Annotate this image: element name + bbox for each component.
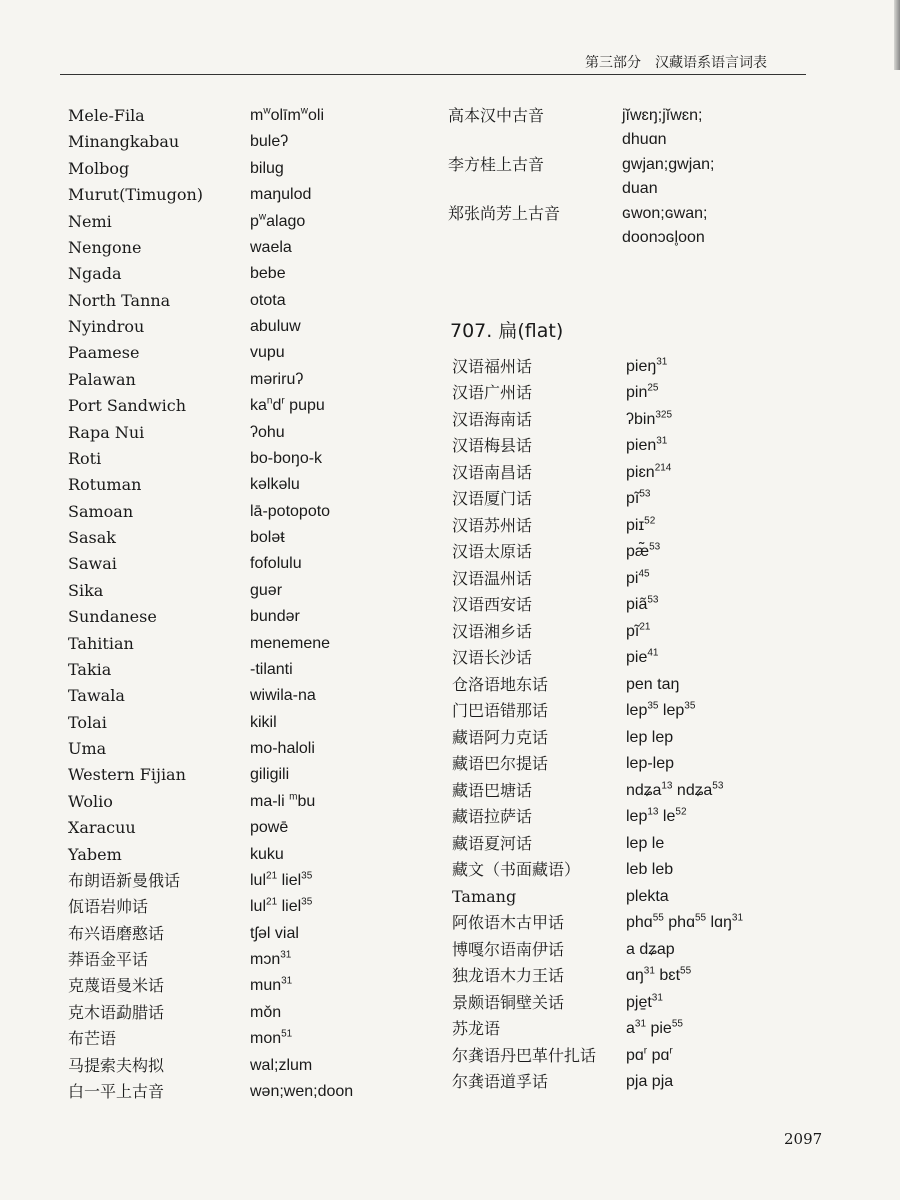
entry-row [68, 421, 398, 445]
word-form: $m^wolīm^woli$ [250, 105, 325, 124]
language-name: 汉语厦门话 [452, 489, 533, 508]
entry-row [68, 895, 398, 919]
entry-row [68, 289, 398, 313]
entry-row [452, 726, 782, 750]
word-form: leb leb [626, 861, 674, 878]
word-form: ma-li $^m$bu [250, 791, 316, 810]
entry-row [452, 408, 782, 432]
word-form: bundər [250, 608, 300, 625]
word-form: piã$^{53}$ [626, 594, 659, 613]
language-name: 景颇语铜壁关话 [452, 993, 565, 1012]
word-form: wən;wen;doon [250, 1083, 354, 1100]
language-name: 汉语湘乡话 [452, 622, 533, 641]
entry-row [68, 236, 398, 260]
entry-row [68, 262, 398, 286]
language-name: 尔龚语丹巴革什扎话 [452, 1046, 597, 1065]
language-name: Tahitian [68, 634, 134, 653]
entry-row [68, 711, 398, 735]
word-form: phɑ$^{55}$ phɑ$^{55}$ lɑŋ$^{31}$ [626, 912, 744, 931]
word-form: plekta [626, 888, 669, 905]
entry-row [448, 202, 778, 226]
word-form: lul$^{21}$ liel$^{35}$ [250, 896, 313, 915]
language-name: 马提索夫构拟 [68, 1056, 165, 1075]
language-name: Samoan [68, 502, 134, 521]
language-name: 布朗语新曼俄话 [68, 871, 181, 890]
entry-row [68, 183, 398, 207]
word-form: maŋulod [250, 186, 312, 203]
language-name: Sundanese [68, 607, 157, 626]
word-form: piɛn$^{214}$ [626, 462, 672, 481]
word-form: $ka^nd^r$ pupu [250, 395, 325, 414]
language-name: 仓洛语地东话 [452, 675, 549, 694]
entry-row [452, 567, 782, 591]
language-name: Ngada [68, 264, 122, 283]
entry-row [448, 153, 778, 177]
entry-row [68, 974, 398, 998]
entry-row [452, 673, 782, 697]
entry-row [68, 579, 398, 603]
word-form: pien$^{31}$ [626, 435, 668, 454]
word-form: mǒn [250, 1004, 282, 1021]
entry-row [448, 104, 778, 128]
entry-row [452, 593, 782, 617]
word-form: guər [250, 582, 283, 599]
entry-row [452, 832, 782, 856]
entry-row [68, 447, 398, 471]
entry-row [452, 938, 782, 962]
word-form: ʔohu [250, 424, 285, 441]
word-form: a dʑap [626, 941, 675, 958]
language-name: 高本汉中古音 [448, 106, 545, 125]
word-form: giligili [250, 766, 290, 783]
entry-row [68, 790, 398, 814]
word-form: doonɔɢl̥oon [622, 229, 705, 246]
entry-row [68, 157, 398, 181]
language-name: 苏龙语 [452, 1019, 501, 1038]
language-name: Rotuman [68, 475, 142, 494]
language-name: 藏语巴尔提话 [452, 754, 549, 773]
word-form: $pĩ^{53}$ [626, 488, 651, 507]
language-name: 汉语太原话 [452, 542, 533, 561]
word-form: ɢwon;ɢwan; [622, 205, 708, 222]
word-form: dhuɑn [622, 131, 667, 148]
word-form: kikil [250, 714, 277, 731]
language-name: Molbog [68, 159, 130, 178]
language-name: 汉语广州话 [452, 383, 533, 402]
language-name: Roti [68, 449, 102, 468]
entry-row [68, 1001, 398, 1025]
language-name: 门巴语错那话 [452, 701, 549, 720]
entry-row [68, 130, 398, 154]
language-name: 藏语拉萨话 [452, 807, 533, 826]
language-name: North Tanna [68, 291, 171, 310]
language-name: Nemi [68, 212, 112, 231]
page-number: 2097 [784, 1130, 823, 1148]
word-form: pieŋ$^{31}$ [626, 356, 668, 375]
running-header: 第三部分 汉藏语系语言词表 [585, 55, 767, 71]
entry-row [68, 552, 398, 576]
word-form: $a^{31}$ pie$^{55}$ [626, 1018, 683, 1037]
word-form: ʔbin$^{325}$ [626, 409, 673, 428]
entry-row [452, 1044, 782, 1068]
language-name: Yabem [68, 845, 122, 864]
entry-row [68, 104, 398, 128]
word-form: bilug [250, 160, 284, 177]
language-name: Sasak [68, 528, 116, 547]
entry-row [452, 540, 782, 564]
entry-row [68, 948, 398, 972]
entry-row [452, 858, 782, 882]
entry-row [68, 394, 398, 418]
language-name: 克木语勐腊话 [68, 1003, 165, 1022]
language-name: Nengone [68, 238, 142, 257]
word-form: mon$^{51}$ [250, 1028, 293, 1047]
word-form: $p^walago$ [250, 211, 306, 230]
word-form: lep$^{35}$ lep$^{35}$ [626, 700, 696, 719]
section-title: 707. 扁(flat) [450, 320, 564, 342]
entry-row-continuation [448, 226, 778, 250]
entry-row [452, 487, 782, 511]
entry-row [68, 843, 398, 867]
language-name: 汉语梅县话 [452, 436, 533, 455]
language-name: Rapa Nui [68, 423, 145, 442]
entry-row [68, 1080, 398, 1104]
word-form: piɪ$^{52}$ [626, 515, 656, 534]
language-name: Paamese [68, 343, 140, 362]
entry-row-continuation [448, 177, 778, 201]
language-name: 布兴语磨憨话 [68, 924, 165, 943]
word-form: buleʔ [250, 133, 289, 150]
language-name: 汉语温州话 [452, 569, 533, 588]
language-name: Sika [68, 581, 104, 600]
entry-row [68, 816, 398, 840]
language-name: 佤语岩帅话 [68, 897, 149, 916]
word-form: $pje̠t^{31}$ [626, 992, 663, 1011]
language-name: 布芒语 [68, 1029, 117, 1048]
entry-row [452, 514, 782, 538]
entry-row [452, 381, 782, 405]
word-form: lep$^{13}$ $le^{52}$ [626, 806, 687, 825]
language-name: 李方桂上古音 [448, 155, 545, 174]
entry-row [452, 1017, 782, 1041]
language-name: Uma [68, 739, 107, 758]
word-form: pja pja [626, 1073, 674, 1090]
word-form: waela [250, 239, 292, 256]
language-name: Western Fijian [68, 765, 186, 784]
word-form: lep lep [626, 729, 674, 746]
entry-row [452, 355, 782, 379]
entry-row [68, 684, 398, 708]
word-form: duan [622, 180, 658, 197]
language-name: Wolio [68, 792, 113, 811]
language-name: 汉语西安话 [452, 595, 533, 614]
word-form: $pĩ^{21}$ [626, 621, 651, 640]
word-form: pie$^{41}$ [626, 647, 659, 666]
word-form: kuku [250, 846, 284, 863]
language-name: Takia [68, 660, 112, 679]
language-name: 博嘎尔语南伊话 [452, 940, 565, 959]
word-form: wal;zlum [250, 1057, 313, 1074]
entry-row [68, 526, 398, 550]
entry-row [68, 368, 398, 392]
word-form: pin$^{25}$ [626, 382, 659, 401]
entry-row [452, 434, 782, 458]
word-form: lul$^{21}$ liel$^{35}$ [250, 870, 313, 889]
entry-row [452, 752, 782, 776]
word-form: -tilanti [250, 661, 293, 678]
language-name: 藏语阿力克话 [452, 728, 549, 747]
entry-row [68, 869, 398, 893]
language-name: Port Sandwich [68, 396, 187, 415]
language-name: 郑张尚芳上古音 [448, 204, 561, 223]
language-name: 藏语巴塘话 [452, 781, 533, 800]
entry-row [452, 911, 782, 935]
language-name: 尔龚语道孚话 [452, 1072, 549, 1091]
entry-row [68, 341, 398, 365]
entry-row [452, 461, 782, 485]
language-name: 藏文（书面藏语） [452, 860, 581, 879]
word-form: mo-haloli [250, 740, 315, 757]
language-name: 克蔑语曼米话 [68, 976, 165, 995]
entry-row [68, 210, 398, 234]
word-form: vupu [250, 344, 285, 361]
entry-row [452, 779, 782, 803]
entry-row [452, 805, 782, 829]
word-form: lā-potopoto [250, 503, 331, 520]
language-name: 莽语金平话 [68, 950, 149, 969]
word-form: lep le [626, 835, 665, 852]
entry-row [452, 620, 782, 644]
word-form: ndʑa$^{13}$ ndʑa$^{53}$ [626, 780, 724, 799]
word-form: mɔn$^{31}$ [250, 949, 292, 968]
language-name: 汉语福州话 [452, 357, 533, 376]
entry-row [68, 922, 398, 946]
language-name: Tolai [68, 713, 107, 732]
entry-row [68, 315, 398, 339]
word-form: otota [250, 292, 286, 309]
word-form: fofolulu [250, 555, 302, 572]
word-form: menemene [250, 635, 331, 652]
word-form: boləŧ [250, 529, 285, 546]
language-name: 汉语长沙话 [452, 648, 533, 667]
word-form: kəlkəlu [250, 476, 300, 493]
word-form: mun$^{31}$ [250, 975, 293, 994]
language-name: Sawai [68, 554, 117, 573]
entry-row [68, 632, 398, 656]
entry-row [68, 1027, 398, 1051]
word-form: abuluw [250, 318, 301, 335]
language-name: 汉语南昌话 [452, 463, 533, 482]
word-form: tʃəl vial [250, 925, 299, 942]
word-form: $pi^{45}$ [626, 568, 650, 587]
language-name: Tamang [452, 887, 517, 906]
entry-row [68, 500, 398, 524]
entry-row [68, 605, 398, 629]
entry-row [68, 658, 398, 682]
language-name: 阿侬语木古甲话 [452, 913, 565, 932]
word-form: jĭwɛŋ;jĭwɛn; [622, 107, 703, 124]
entry-row [452, 1070, 782, 1094]
language-name: Minangkabau [68, 132, 180, 151]
entry-row [68, 473, 398, 497]
word-form: ɑŋ$^{31}$ bɛt$^{55}$ [626, 965, 692, 984]
entry-row [452, 646, 782, 670]
language-name: Murut(Timugon) [68, 185, 203, 204]
word-form: wiwila-na [250, 687, 316, 704]
language-name: Xaracuu [68, 818, 136, 837]
entry-row-continuation [448, 128, 778, 152]
entry-row [452, 964, 782, 988]
word-form: pæ̃$^{53}$ [626, 541, 661, 560]
entry-row [68, 763, 398, 787]
language-name: 白一平上古音 [68, 1082, 165, 1101]
language-name: 汉语苏州话 [452, 516, 533, 535]
entry-row [68, 737, 398, 761]
word-form: powē [250, 819, 289, 836]
language-name: 汉语海南话 [452, 410, 533, 429]
word-form: lep-lep [626, 755, 675, 772]
word-form: pen taŋ [626, 676, 680, 693]
word-form: gwjan;gwjan; [622, 156, 715, 173]
word-form: bebe [250, 265, 286, 282]
language-name: Palawan [68, 370, 136, 389]
language-name: Mele-Fila [68, 106, 145, 125]
entry-row [68, 1054, 398, 1078]
language-name: Nyindrou [68, 317, 145, 336]
language-name: 藏语夏河话 [452, 834, 533, 853]
entry-row [452, 699, 782, 723]
entry-row [452, 991, 782, 1015]
language-name: 独龙语木力王话 [452, 966, 565, 985]
entry-row [452, 885, 782, 909]
word-form: məriruʔ [250, 371, 304, 388]
word-form: pɑ$^r$ pɑ$^r$ [626, 1045, 673, 1064]
language-name: Tawala [68, 686, 125, 705]
word-form: bo-boŋo-k [250, 450, 323, 467]
